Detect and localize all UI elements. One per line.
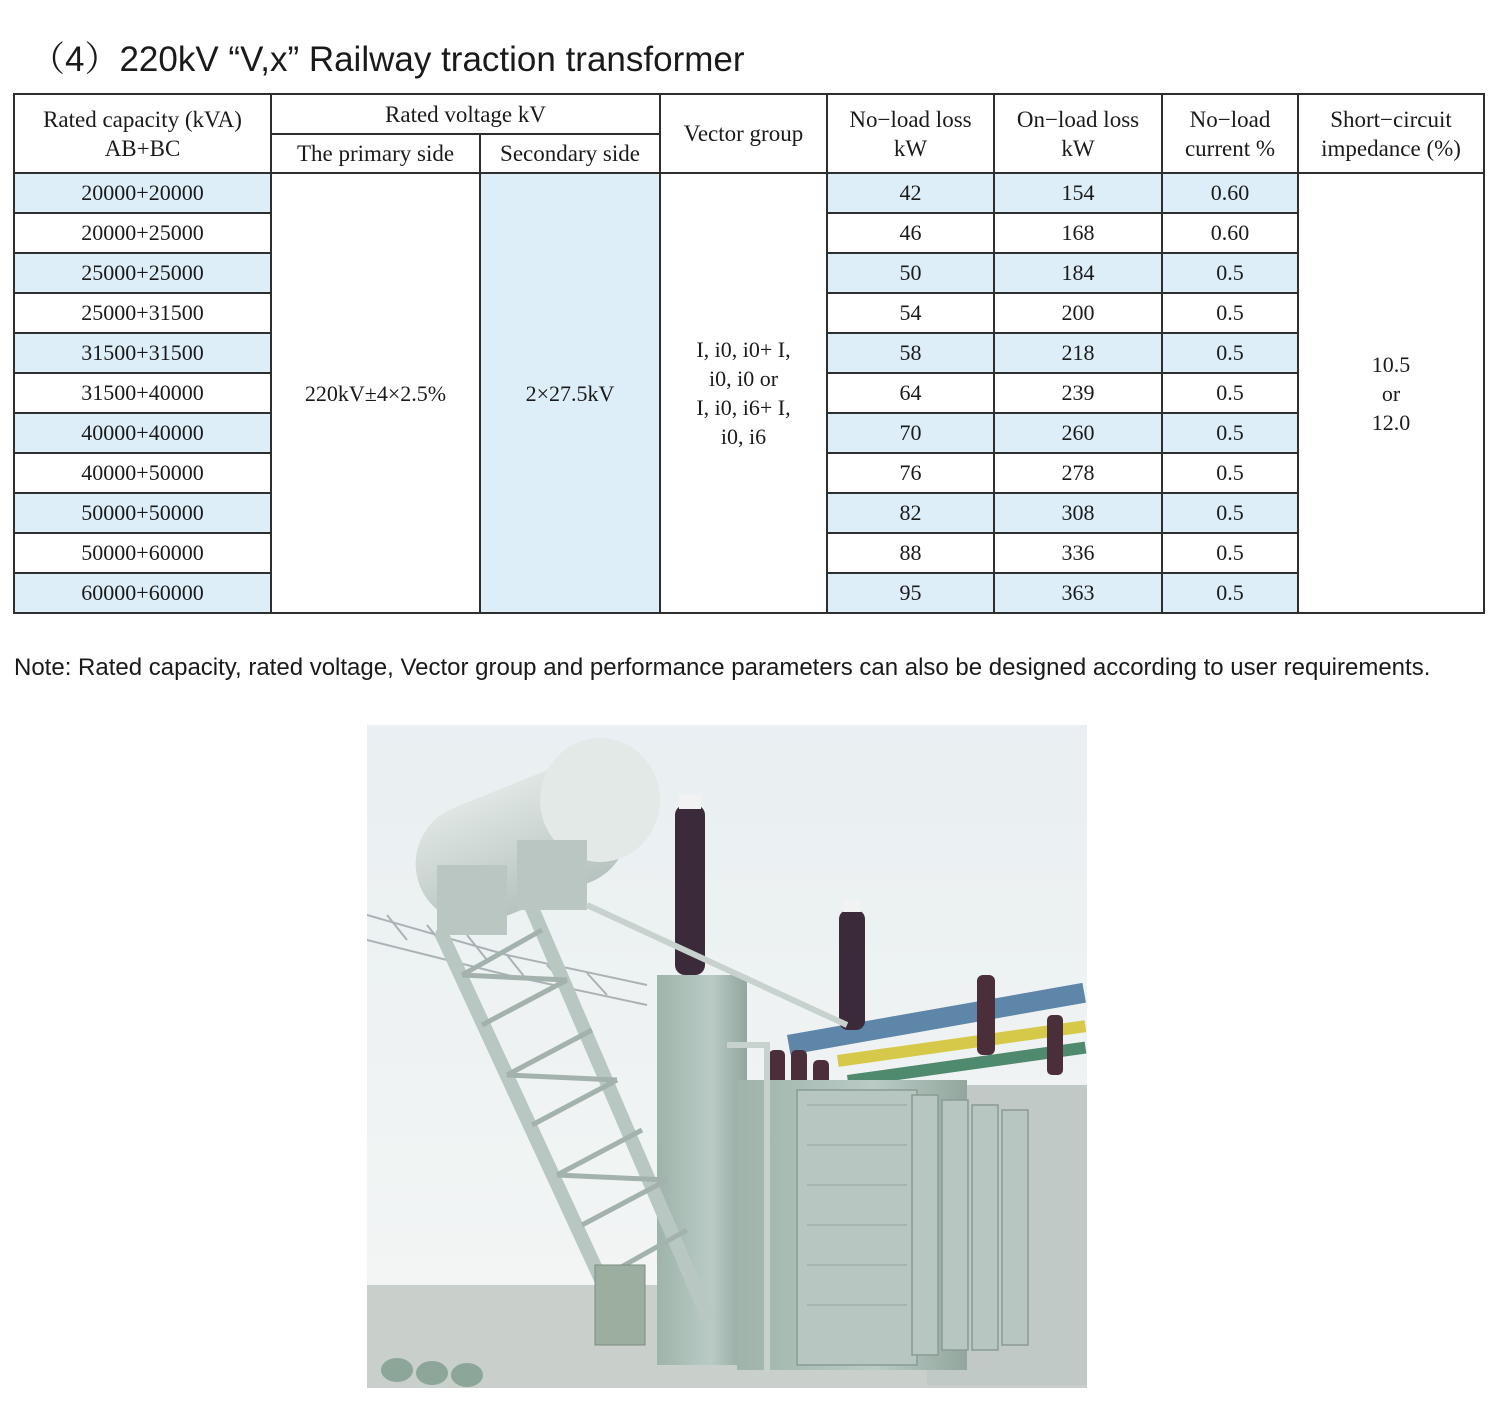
cell-on-load-loss: 218: [994, 333, 1162, 373]
cell-rated-capacity: 31500+40000: [14, 373, 271, 413]
cell-no-load-current: 0.5: [1162, 573, 1298, 613]
cell-no-load-loss: 42: [827, 173, 994, 213]
cell-no-load-loss: 46: [827, 213, 994, 253]
cell-no-load-loss: 70: [827, 413, 994, 453]
page-title: （4）220kV “V,x” Railway traction transformer: [30, 40, 745, 79]
cell-on-load-loss: 308: [994, 493, 1162, 533]
cell-no-load-loss: 82: [827, 493, 994, 533]
cell-no-load-current: 0.5: [1162, 373, 1298, 413]
cell-rated-capacity: 50000+50000: [14, 493, 271, 533]
cell-no-load-current: 0.5: [1162, 533, 1298, 573]
cell-on-load-loss: 200: [994, 293, 1162, 333]
cell-rated-capacity: 20000+20000: [14, 173, 271, 213]
cell-no-load-current: 0.60: [1162, 173, 1298, 213]
header-secondary-side: Secondary side: [480, 134, 660, 173]
transformer-photo: [367, 725, 1087, 1388]
cell-primary-voltage: 220kV±4×2.5%: [271, 173, 480, 613]
cell-no-load-loss: 50: [827, 253, 994, 293]
header-vector-group: Vector group: [660, 94, 827, 173]
note-text: Note: Rated capacity, rated voltage, Vector group and performance parameters can also be designed according to user requirements.: [14, 654, 1431, 681]
cell-no-load-current: 0.5: [1162, 333, 1298, 373]
header-rated-capacity: Rated capacity (kVA) AB+BC: [14, 94, 271, 173]
header-on-load-loss: On−load loss kW: [994, 94, 1162, 173]
cell-rated-capacity: 25000+31500: [14, 293, 271, 333]
table-row: [14, 173, 1484, 213]
cell-short-circuit-impedance: 10.5 or 12.0: [1298, 173, 1484, 613]
cell-on-load-loss: 336: [994, 533, 1162, 573]
cell-on-load-loss: 184: [994, 253, 1162, 293]
cell-rated-capacity: 20000+25000: [14, 213, 271, 253]
cell-no-load-current: 0.5: [1162, 253, 1298, 293]
cell-on-load-loss: 168: [994, 213, 1162, 253]
spec-table-body: [14, 173, 1484, 613]
header-primary-side: The primary side: [271, 134, 480, 173]
spec-table: [13, 93, 1485, 614]
cell-no-load-current: 0.5: [1162, 293, 1298, 333]
cell-no-load-loss: 88: [827, 533, 994, 573]
cell-rated-capacity: 60000+60000: [14, 573, 271, 613]
cell-secondary-voltage: 2×27.5kV: [480, 173, 660, 613]
cell-no-load-loss: 54: [827, 293, 994, 333]
cell-no-load-loss: 64: [827, 373, 994, 413]
cell-vector-group: I, i0, i0+ I, i0, i0 or I, i0, i6+ I, i0, i6: [660, 173, 827, 613]
header-short-circuit-impedance: Short−circuit impedance (%): [1298, 94, 1484, 173]
header-no-load-current: No−load current %: [1162, 94, 1298, 173]
cell-no-load-current: 0.5: [1162, 493, 1298, 533]
cell-no-load-current: 0.60: [1162, 213, 1298, 253]
cell-on-load-loss: 154: [994, 173, 1162, 213]
cell-on-load-loss: 363: [994, 573, 1162, 613]
header-rated-voltage: Rated voltage kV: [271, 94, 660, 134]
cell-no-load-loss: 95: [827, 573, 994, 613]
cell-rated-capacity: 50000+60000: [14, 533, 271, 573]
cell-no-load-current: 0.5: [1162, 453, 1298, 493]
header-no-load-loss: No−load loss kW: [827, 94, 994, 173]
transformer-photo-icon: [367, 725, 1087, 1388]
cell-rated-capacity: 25000+25000: [14, 253, 271, 293]
cell-no-load-loss: 58: [827, 333, 994, 373]
cell-no-load-loss: 76: [827, 453, 994, 493]
cell-on-load-loss: 239: [994, 373, 1162, 413]
cell-rated-capacity: 31500+31500: [14, 333, 271, 373]
cell-no-load-current: 0.5: [1162, 413, 1298, 453]
cell-on-load-loss: 260: [994, 413, 1162, 453]
cell-rated-capacity: 40000+40000: [14, 413, 271, 453]
cell-rated-capacity: 40000+50000: [14, 453, 271, 493]
cell-on-load-loss: 278: [994, 453, 1162, 493]
